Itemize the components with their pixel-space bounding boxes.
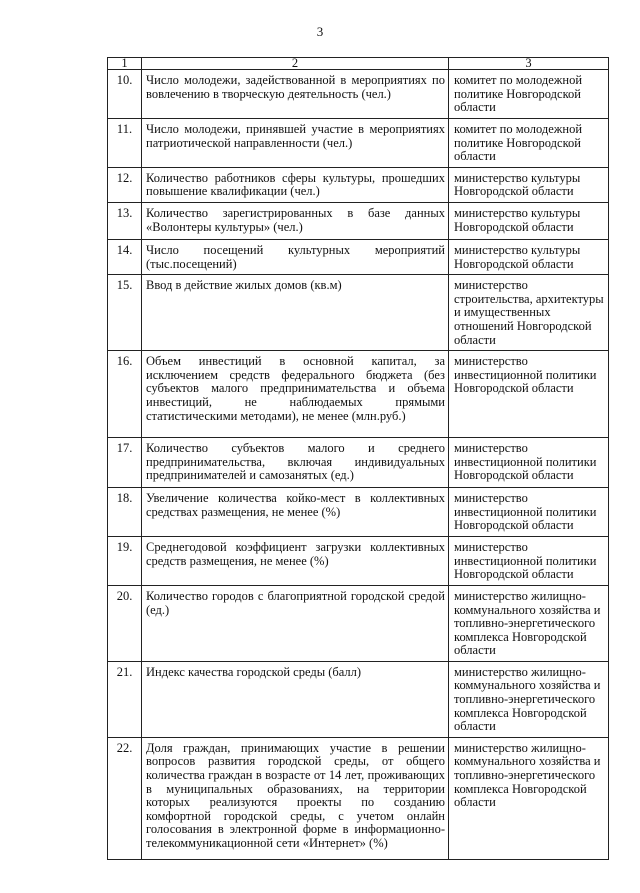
row-number: 22.: [108, 737, 142, 859]
table-row: [108, 488, 609, 537]
row-number: 12.: [108, 167, 142, 202]
indicator-cell: Количество работников сферы культуры, прошедших повышение квалификации (чел.): [142, 167, 449, 202]
indicator-cell: Число молодежи, задействованной в мероприятиях по вовлечению в творческую деятельность (чел.): [142, 70, 449, 119]
indicator-cell: Среднегодовой коэффициент загрузки коллективных средств размещения, не менее (%): [142, 536, 449, 585]
responsible-cell: министерство инвестиционной политики Новгородской области: [449, 536, 609, 585]
table-row: [108, 167, 609, 202]
table-row: [108, 351, 609, 438]
indicator-cell: Количество зарегистрированных в базе данных «Волонтеры культуры» (чел.): [142, 202, 449, 239]
responsible-cell: комитет по молодежной политике Новгородской области: [449, 119, 609, 168]
header-col-2: 2: [142, 58, 449, 70]
page-number: 3: [316, 24, 324, 39]
row-number: 14.: [108, 239, 142, 274]
row-number: 16.: [108, 351, 142, 438]
row-number: 11.: [108, 119, 142, 168]
responsible-cell: министерство культуры Новгородской области: [449, 202, 609, 239]
table-row: [108, 438, 609, 488]
responsible-cell: министерство инвестиционной политики Новгородской области: [449, 438, 609, 488]
responsible-cell: комитет по молодежной политике Новгородской области: [449, 70, 609, 119]
indicator-cell: Объем инвестиций в основной капитал, за исключением средств федерального бюджета (без субъектов малого предпринимательства и объема инвестиций, не наблюдаемых прямыми статистическими методами), не менее (млн.руб.): [142, 351, 449, 438]
responsible-cell: министерство культуры Новгородской области: [449, 167, 609, 202]
row-number: 21.: [108, 661, 142, 737]
table-row: [108, 119, 609, 168]
responsible-cell: министерство культуры Новгородской области: [449, 239, 609, 274]
row-number: 20.: [108, 585, 142, 661]
responsible-cell: министерство жилищно-коммунального хозяйства и топливно-энергетического комплекса Новгородской области: [449, 661, 609, 737]
table-row: [108, 70, 609, 119]
responsible-cell: министерство инвестиционной политики Новгородской области: [449, 351, 609, 438]
header-col-3: 3: [449, 58, 609, 70]
responsible-cell: министерство жилищно-коммунального хозяйства и топливно-энергетического комплекса Новгородской области: [449, 737, 609, 859]
table-header-row: [108, 58, 609, 70]
table-row: [108, 737, 609, 859]
table-row: [108, 661, 609, 737]
indicator-cell: Число молодежи, принявшей участие в мероприятиях патриотической направленности (чел.): [142, 119, 449, 168]
indicator-cell: Ввод в действие жилых домов (кв.м): [142, 275, 449, 351]
row-number: 17.: [108, 438, 142, 488]
indicator-cell: Количество городов с благоприятной городской средой (ед.): [142, 585, 449, 661]
header-col-1: 1: [108, 58, 142, 70]
indicator-cell: Число посещений культурных мероприятий (тыс.посещений): [142, 239, 449, 274]
indicators-table: [107, 57, 609, 860]
row-number: 19.: [108, 536, 142, 585]
indicator-cell: Индекс качества городской среды (балл): [142, 661, 449, 737]
table-row: [108, 536, 609, 585]
table-row: [108, 202, 609, 239]
responsible-cell: министерство инвестиционной политики Новгородской области: [449, 488, 609, 537]
table-row: [108, 275, 609, 351]
row-number: 15.: [108, 275, 142, 351]
row-number: 10.: [108, 70, 142, 119]
row-number: 18.: [108, 488, 142, 537]
table-row: [108, 585, 609, 661]
indicator-cell: Доля граждан, принимающих участие в решении вопросов развития городской среды, от общего количества граждан в возрасте от 14 лет, проживающих в муниципальных образованиях, на территории которых реализуются проекты по созданию комфортной городской среды, с учетом онлайн голосования в электронной форме в информационно-телекоммуникационной сети «Интернет» (%): [142, 737, 449, 859]
row-number: 13.: [108, 202, 142, 239]
responsible-cell: министерство жилищно-коммунального хозяйства и топливно-энергетического комплекса Новгородской области: [449, 585, 609, 661]
indicator-cell: Увеличение количества койко-мест в коллективных средствах размещения, не менее (%): [142, 488, 449, 537]
indicator-cell: Количество субъектов малого и среднего предпринимательства, включая индивидуальных предпринимателей и самозанятых (ед.): [142, 438, 449, 488]
responsible-cell: министерство строительства, архитектуры и имущественных отношений Новгородской области: [449, 275, 609, 351]
table-row: [108, 239, 609, 274]
